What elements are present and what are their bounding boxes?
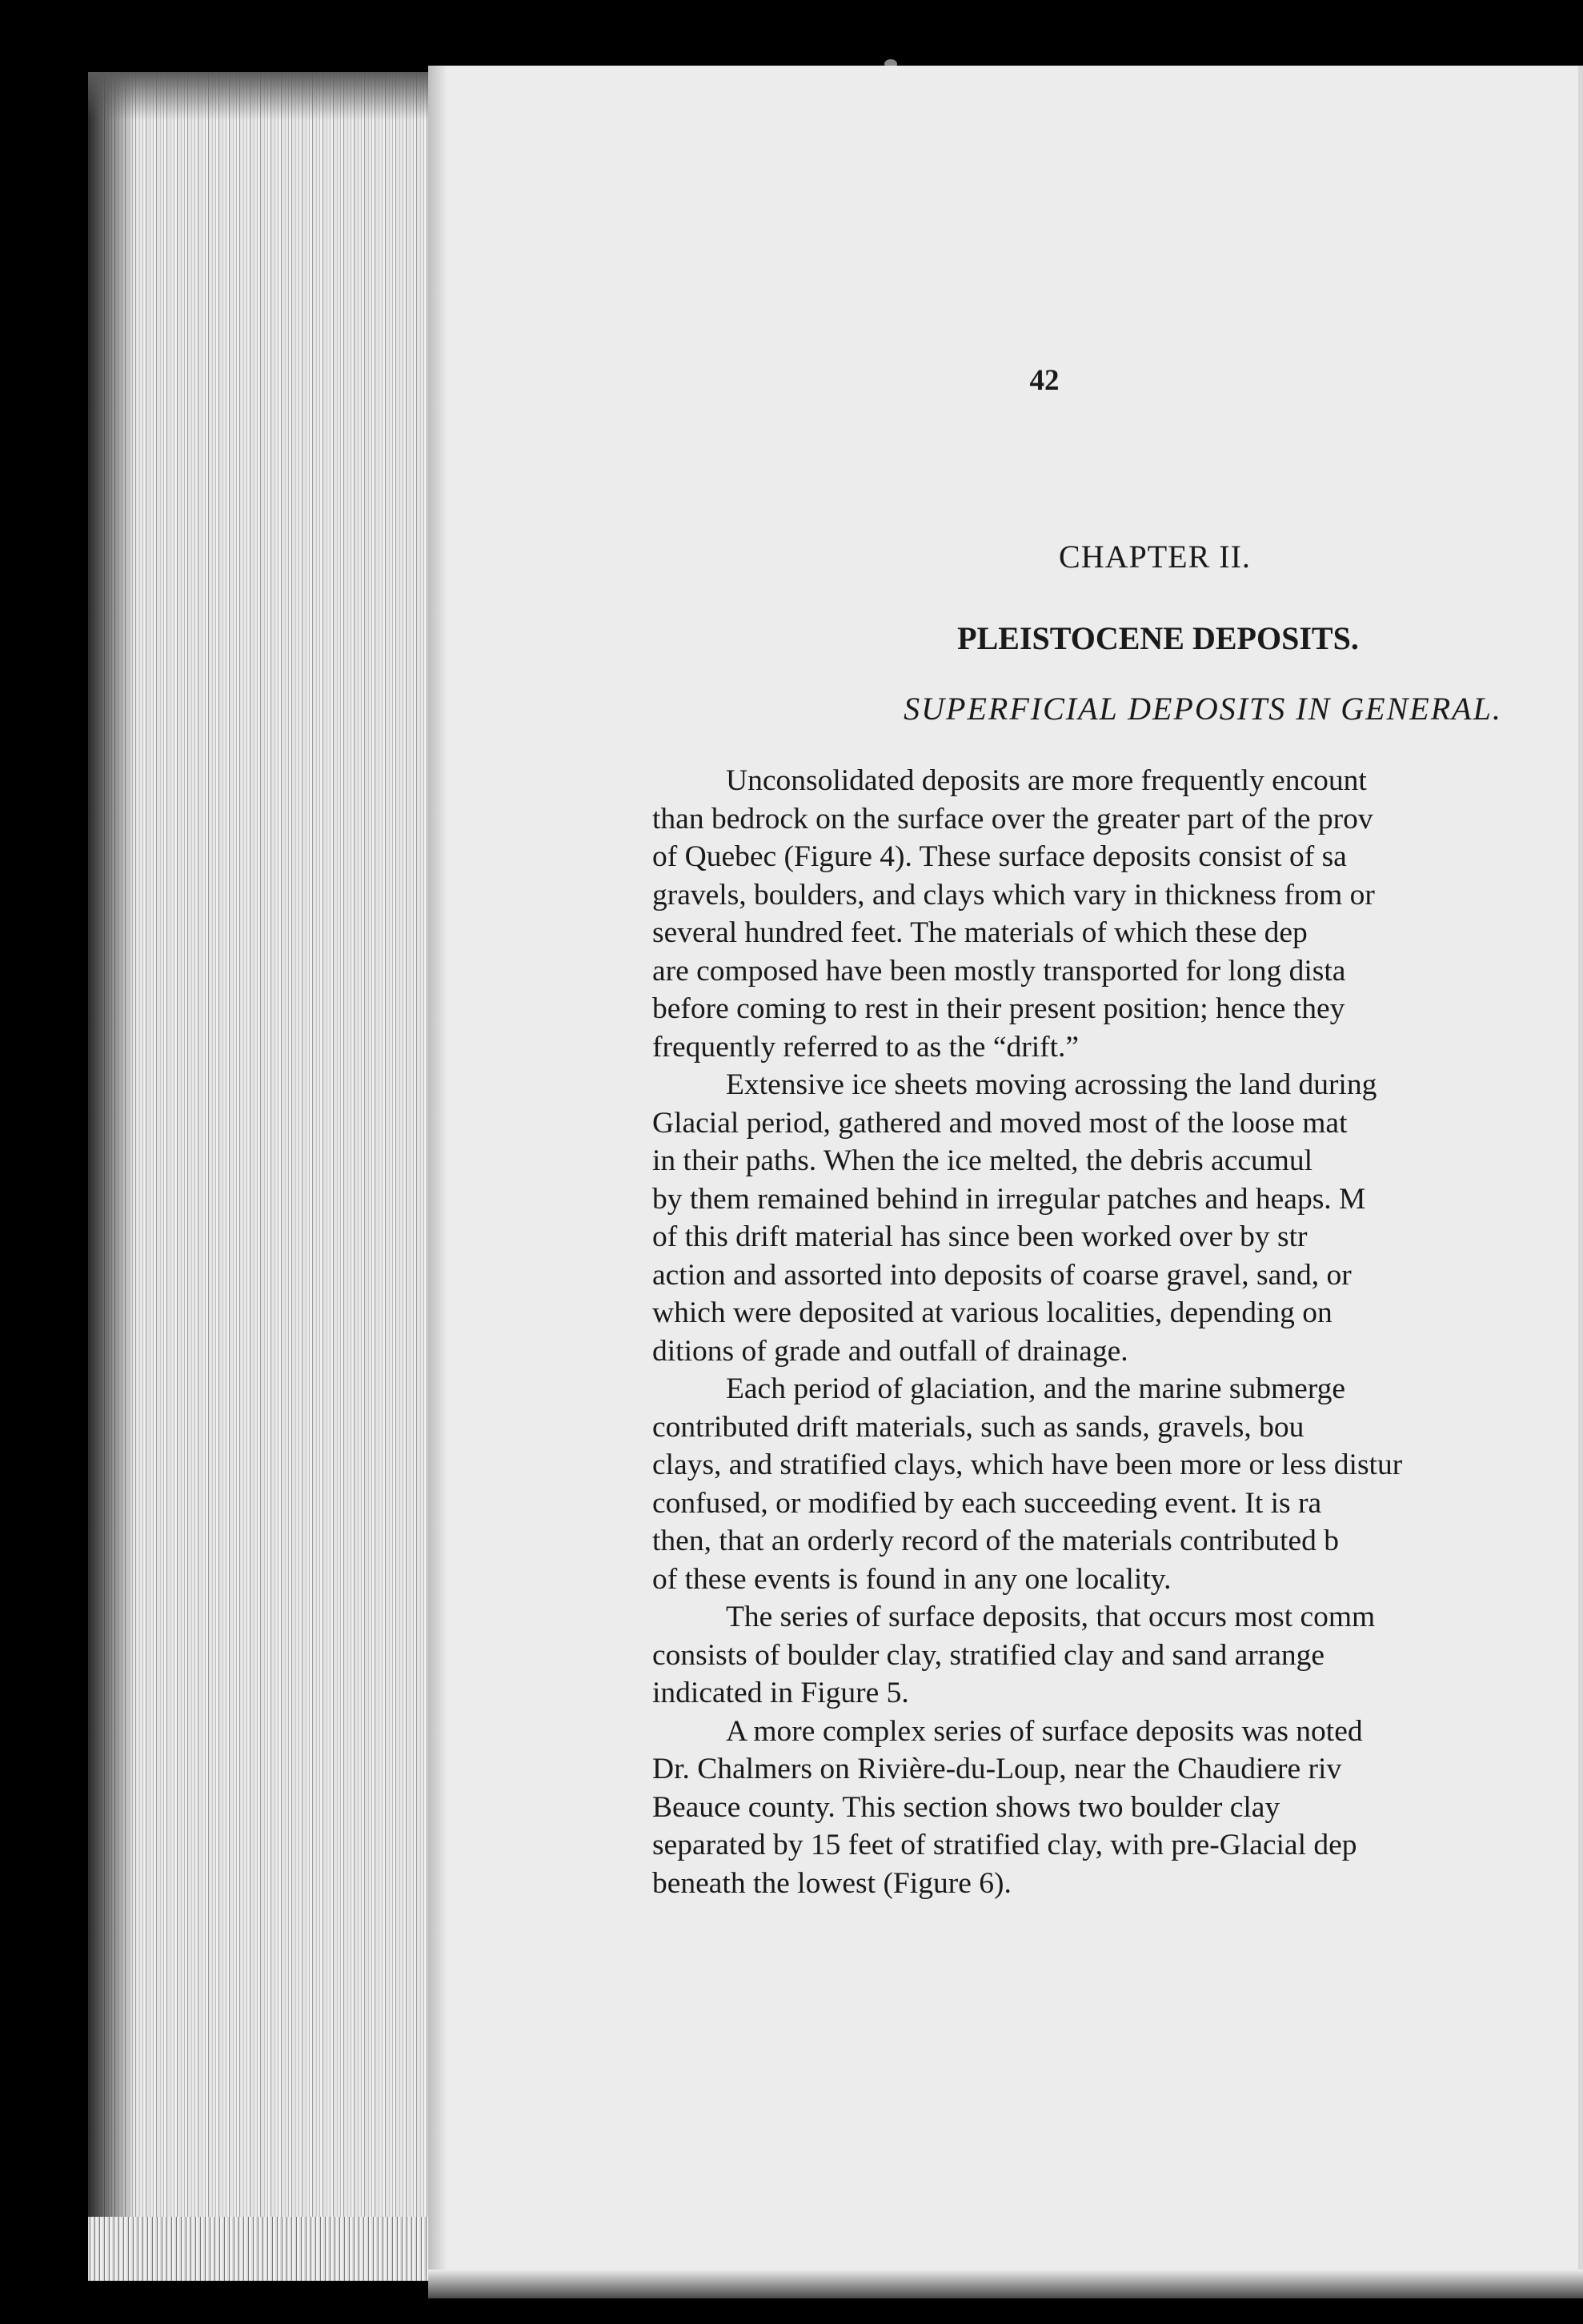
text-line: indicated in Figure 5. [652,1677,909,1709]
text-line: by them remained behind in irregular patches and heaps. M [652,1182,1366,1216]
text-line: action and assorted into deposits of coarse gravel, sand, or [652,1258,1352,1292]
page-bottom-edge [428,2270,1583,2298]
text-line: of this drift material has since been worked over by str [652,1220,1308,1253]
text-line: confused, or modified by each succeeding event. It is ra [652,1486,1322,1520]
text-line: Unconsolidated deposits are more frequently encount [726,764,1367,797]
text-line: Extensive ice sheets moving acrossing the land during [726,1068,1377,1101]
text-line: Beauce county. This section shows two boulder clay [652,1790,1280,1824]
text-line: A more complex series of surface deposits was noted [726,1714,1363,1748]
text-line: contributed drift materials, such as sands, gravels, bou [652,1410,1304,1444]
text-line: of Quebec (Figure 4). These surface deposits consist of sa [652,840,1347,873]
text-line: of these events is found in any one locality. [652,1562,1172,1596]
text-line: clays, and stratified clays, which have been more or less distur [652,1448,1403,1481]
text-line: separated by 15 feet of stratified clay, with pre-Glacial dep [652,1829,1357,1861]
page-right-edge [1578,66,1583,2298]
text-line: before coming to rest in their present position; hence they [652,992,1345,1025]
stack-top-edge [88,72,432,120]
subject-heading: PLEISTOCENE DEPOSITS. [957,620,1359,656]
text-line: beneath the lowest (Figure 6). [652,1866,1012,1900]
section-heading: SUPERFICIAL DEPOSITS IN GENERAL. [904,691,1502,727]
text-line: ditions of grade and outfall of drainage. [652,1334,1128,1368]
text-line: are composed have been mostly transported for long dista [652,954,1346,988]
body-text [652,762,1501,1902]
text-line: than bedrock on the surface over the greater part of the prov [652,802,1373,835]
page-stack-edges [88,72,432,2281]
text-line: consists of boulder clay, stratified clay and sand arrange [652,1638,1325,1672]
page-gutter [428,66,447,2298]
page-number: 42 [1029,364,1060,397]
text-line: Glacial period, gathered and moved most of the loose mat [652,1106,1348,1140]
text-line: frequently referred to as the “drift.” [652,1030,1080,1064]
text-line: Dr. Chalmers on Rivière-du-Loup, near the Chaudiere riv [652,1753,1342,1785]
text-line: then, that an orderly record of the materials contributed b [652,1525,1340,1557]
chapter-heading: CHAPTER II. [1059,539,1251,575]
text-line: gravels, boulders, and clays which vary in thickness from or [652,878,1375,912]
text-line: in their paths. When the ice melted, the debris accumul [652,1144,1313,1177]
book-page [428,66,1583,2298]
stack-bottom-edge [88,2217,432,2281]
text-line: which were deposited at various localities, depending on [652,1296,1333,1329]
stack-shadow [88,72,136,2281]
text-line: Each period of glaciation, and the marine submerge [726,1372,1346,1405]
text-line: several hundred feet. The materials of which these dep [652,916,1308,949]
text-line: The series of surface deposits, that occurs most comm [726,1601,1376,1633]
